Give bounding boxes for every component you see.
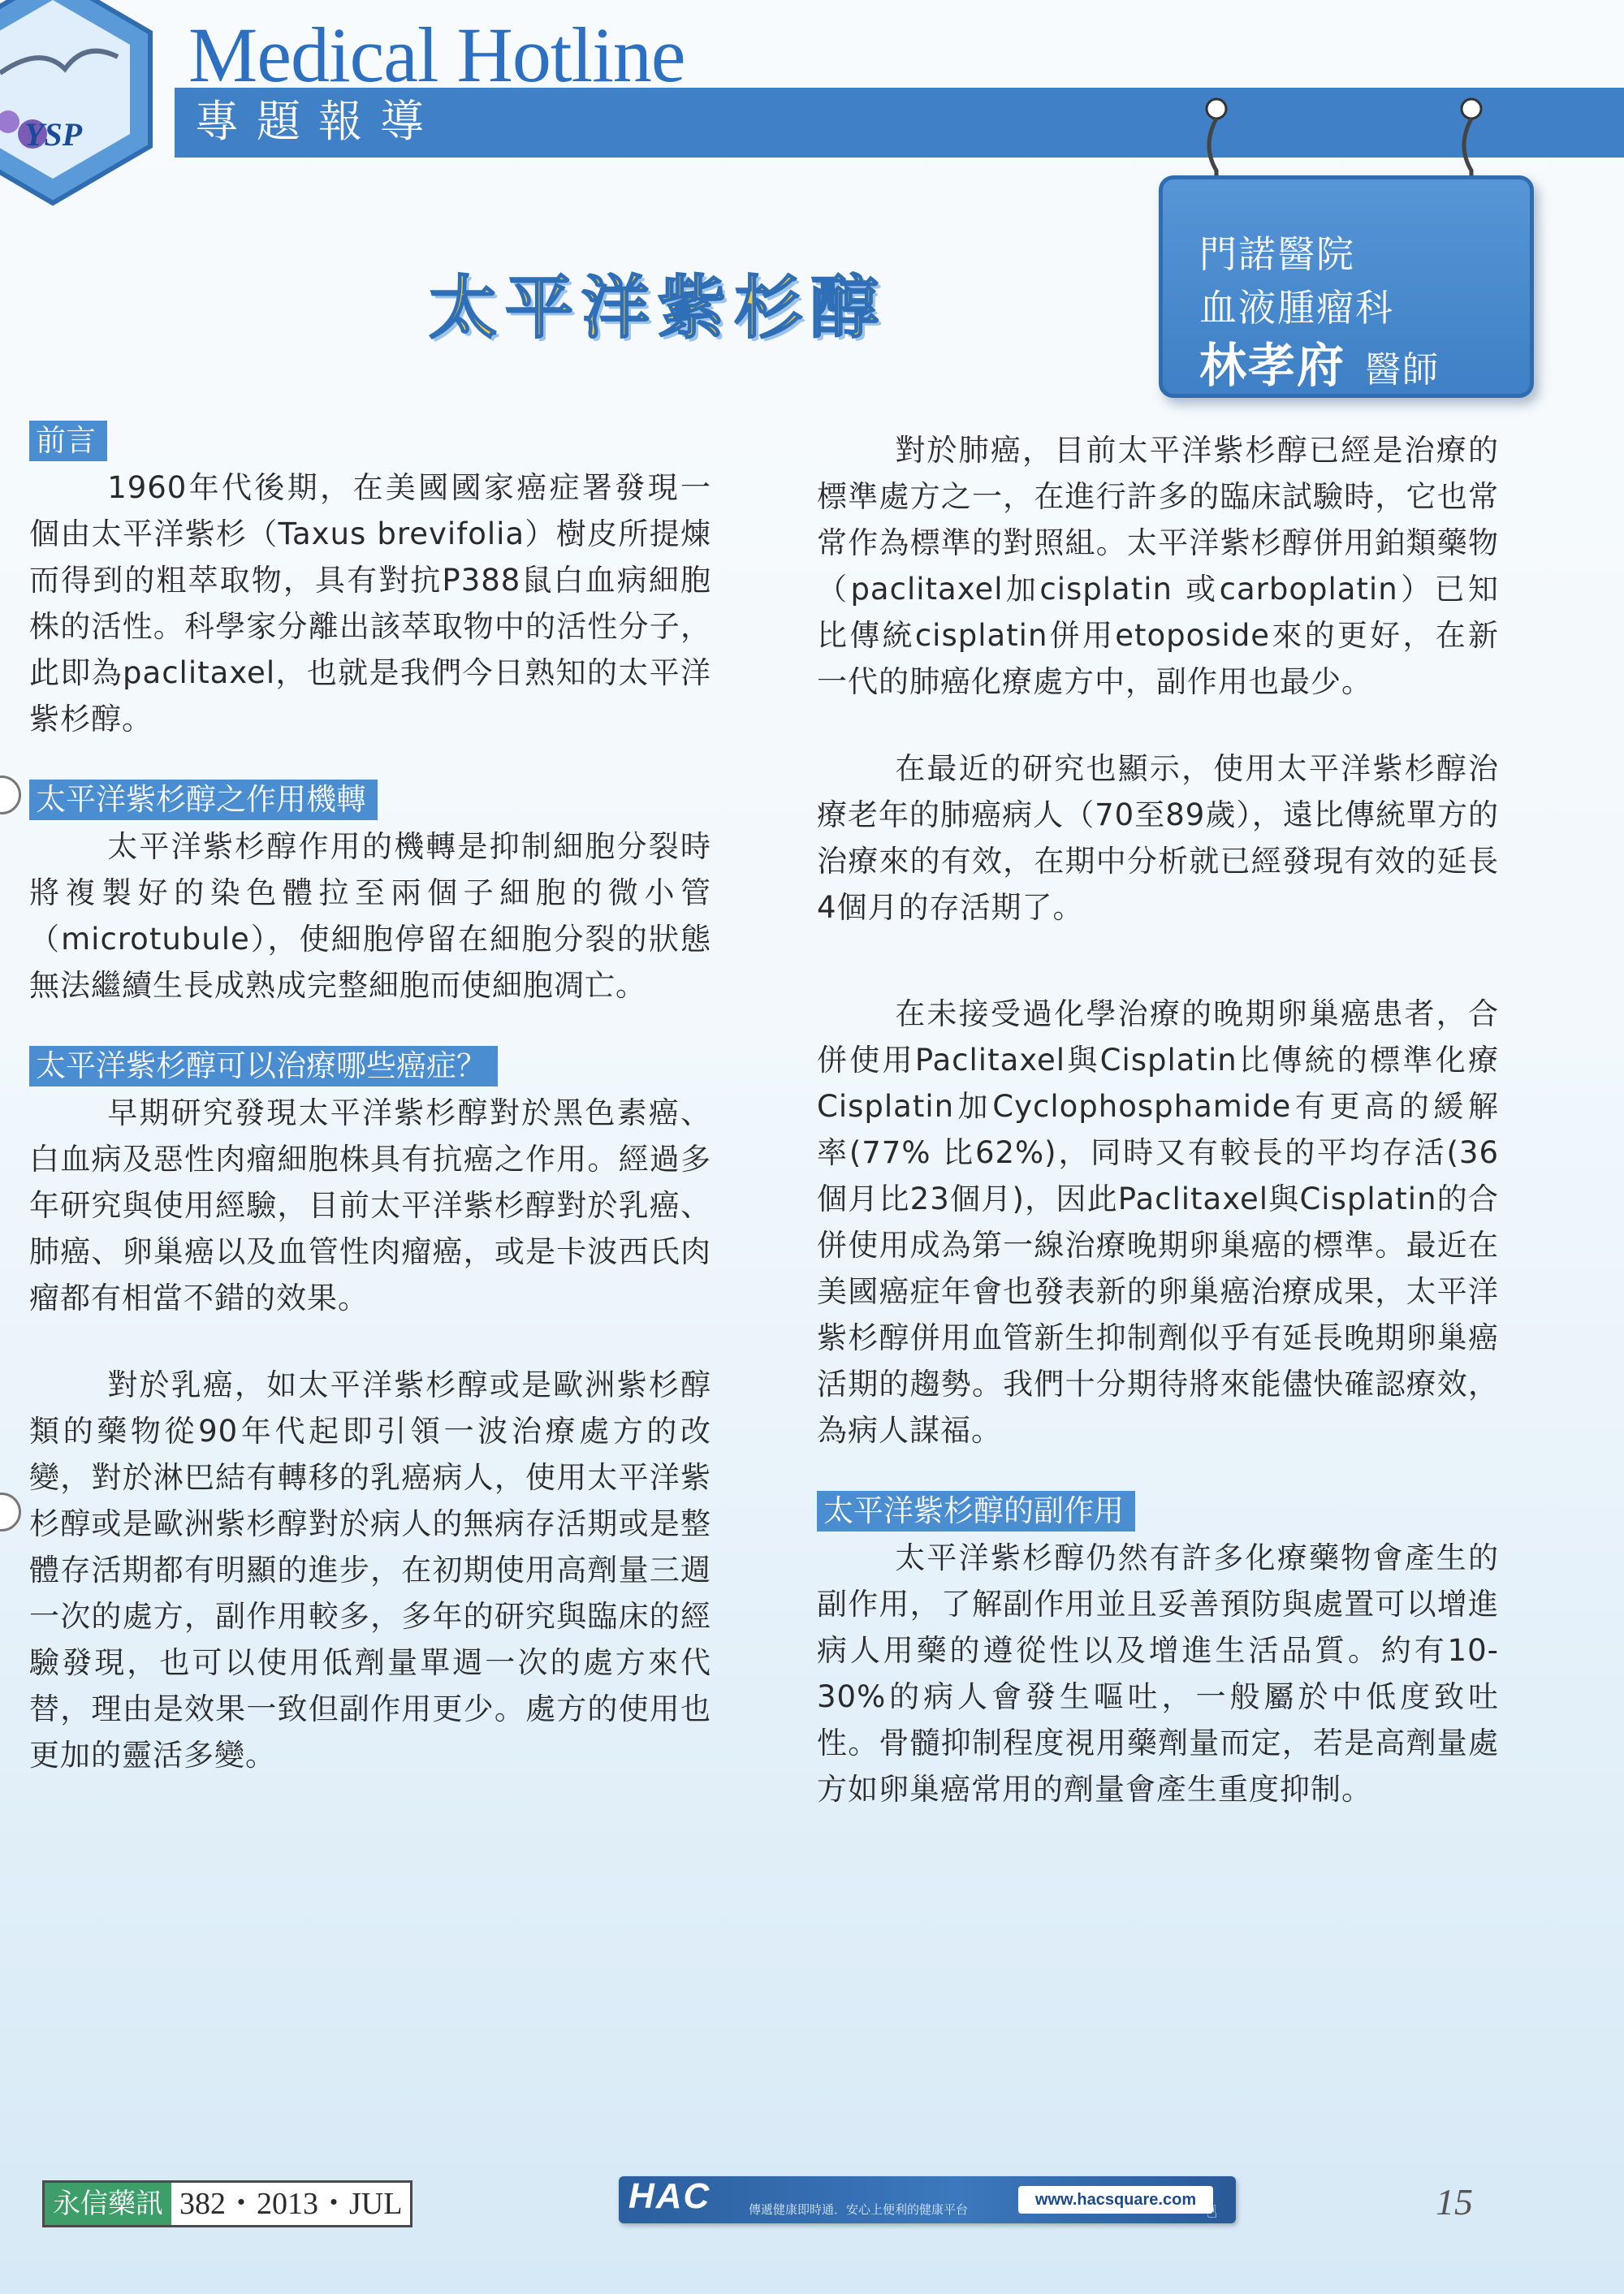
ad-url-link[interactable]: www.hacsquare.com — [1034, 2191, 1197, 2209]
ysp-logo — [0, 0, 162, 211]
header-subtitle: 專題報導 — [195, 96, 442, 147]
magazine-name: 永信藥訊 — [45, 2183, 171, 2225]
section-heading-mechanism: 太平洋紫杉醇之作用機轉 — [29, 780, 378, 820]
ad-tagline: 傳遞健康即時通．安心上便利的健康平台 — [749, 2202, 969, 2217]
paragraph: 太平洋紫杉醇仍然有許多化療藥物會產生的副作用，了解副作用並且妥善預防與處置可以增進病人用藥的遵從性以及增進生活品質。約有10-30%的病人會發生嘔吐，一般屬於中低度致吐性。骨髓抑制程度視用藥劑量而定，若是高劑量處方如卵巢癌常用的劑量會產生重度抑制。 — [817, 1540, 1499, 1807]
author-department: 血液腫瘤科 — [1199, 286, 1394, 330]
cursor-hand-icon: ☝ — [1207, 2202, 1218, 2223]
header-title: Medical Hotline — [188, 11, 685, 98]
author-name: 林孝府 — [1199, 338, 1346, 393]
magazine-issue-label — [42, 2180, 412, 2227]
left-column — [29, 421, 711, 1778]
author-hospital: 門諾醫院 — [1199, 232, 1355, 276]
section-heading-indications: 太平洋紫杉醇可以治療哪些癌症？ — [29, 1046, 498, 1087]
paragraph: 在未接受過化學治療的晚期卵巢癌患者，合併使用Paclitaxel與Cisplatin比傳統的標準化療Cisplatin加Cyclophosphamide有更高的緩解率(77% 比62%)，同時又有較長的平均存活(36個月比23個月)，因此Paclitaxel與Cisplatin的合併使用成為第一線治療晚期卵巢癌的標準。最近在美國癌症年會也發表新的卵巢癌治療成果，太平洋紫杉醇併用血管新生抑制劑似乎有延長晚期卵巢癌活期的趨勢。我們十分期待將來能儘快確認療效，為病人謀福。 — [817, 996, 1499, 1448]
paragraph: 太平洋紫杉醇作用的機轉是抑制細胞分裂時將複製好的染色體拉至兩個子細胞的微小管（microtubule），使細胞停留在細胞分裂的狀態無法繼續生長成熟成完整細胞而使細胞凋亡。 — [29, 829, 711, 1003]
author-title: 醫師 — [1365, 349, 1440, 391]
author-name-line — [1199, 327, 1440, 395]
binding-hole-icon — [0, 1493, 21, 1531]
paragraph: 在最近的研究也顯示，使用太平洋紫杉醇治療老年的肺癌病人（70至89歲），遠比傳統單方的治療來的有效，在期中分析就已經發現有效的延長4個月的存活期了。 — [817, 751, 1499, 925]
right-column — [817, 424, 1499, 1812]
paragraph: 1960年代後期，在美國國家癌症署發現一個由太平洋紫杉（Taxus brevifolia）樹皮所提煉而得到的粗萃取物，具有對抗P388鼠白血病細胞株的活性。科學家分離出該萃取物中的活性分子，此即為paclitaxel，也就是我們今日熟知的太平洋紫杉醇。 — [29, 470, 711, 737]
article-title: 太平洋紫杉醇 — [429, 267, 888, 348]
paragraph: 早期研究發現太平洋紫杉醇對於黑色素癌、白血病及惡性肉瘤細胞株具有抗癌之作用。經過多年研究與使用經驗，目前太平洋紫杉醇對於乳癌、肺癌、卵巢癌以及血管性肉瘤癌，或是卡波西氏肉瘤都有相當不錯的效果。 — [29, 1095, 711, 1315]
hac-ad-banner[interactable] — [619, 2176, 1236, 2223]
hac-logo: HAC — [628, 2176, 711, 2216]
ad-url-box[interactable] — [1018, 2186, 1213, 2214]
author-card — [1159, 175, 1534, 398]
section-heading-side-effects: 太平洋紫杉醇的副作用 — [817, 1491, 1135, 1531]
page-number: 15 — [1436, 2181, 1473, 2223]
magazine-issue: 382・2013・JUL — [179, 2187, 403, 2221]
paragraph: 對於乳癌，如太平洋紫杉醇或是歐洲紫杉醇類的藥物從90年代起即引領一波治療處方的改變，對於淋巴結有轉移的乳癌病人，使用太平洋紫杉醇或是歐洲紫杉醇對於病人的無病存活期或是整體存活期都有明顯的進步，在初期使用高劑量三週一次的處方，副作用較多，多年的研究與臨床的經驗發現，也可以使用低劑量單週一次的處方來代替，理由是效果一致但副作用更少。處方的使用也更加的靈活多變。 — [29, 1367, 711, 1773]
section-heading-intro: 前言 — [29, 421, 107, 461]
logo-text: YSP — [24, 116, 83, 153]
paragraph: 對於肺癌，目前太平洋紫杉醇已經是治療的標準處方之一，在進行許多的臨床試驗時，它也常常作為標準的對照組。太平洋紫杉醇併用鉑類藥物（paclitaxel加cisplatin 或carboplatin）已知比傳統cisplatin併用etoposide來的更好，在新一代的肺癌化療處方中，副作用也最少。 — [817, 433, 1499, 699]
binding-hole-icon — [0, 775, 21, 814]
